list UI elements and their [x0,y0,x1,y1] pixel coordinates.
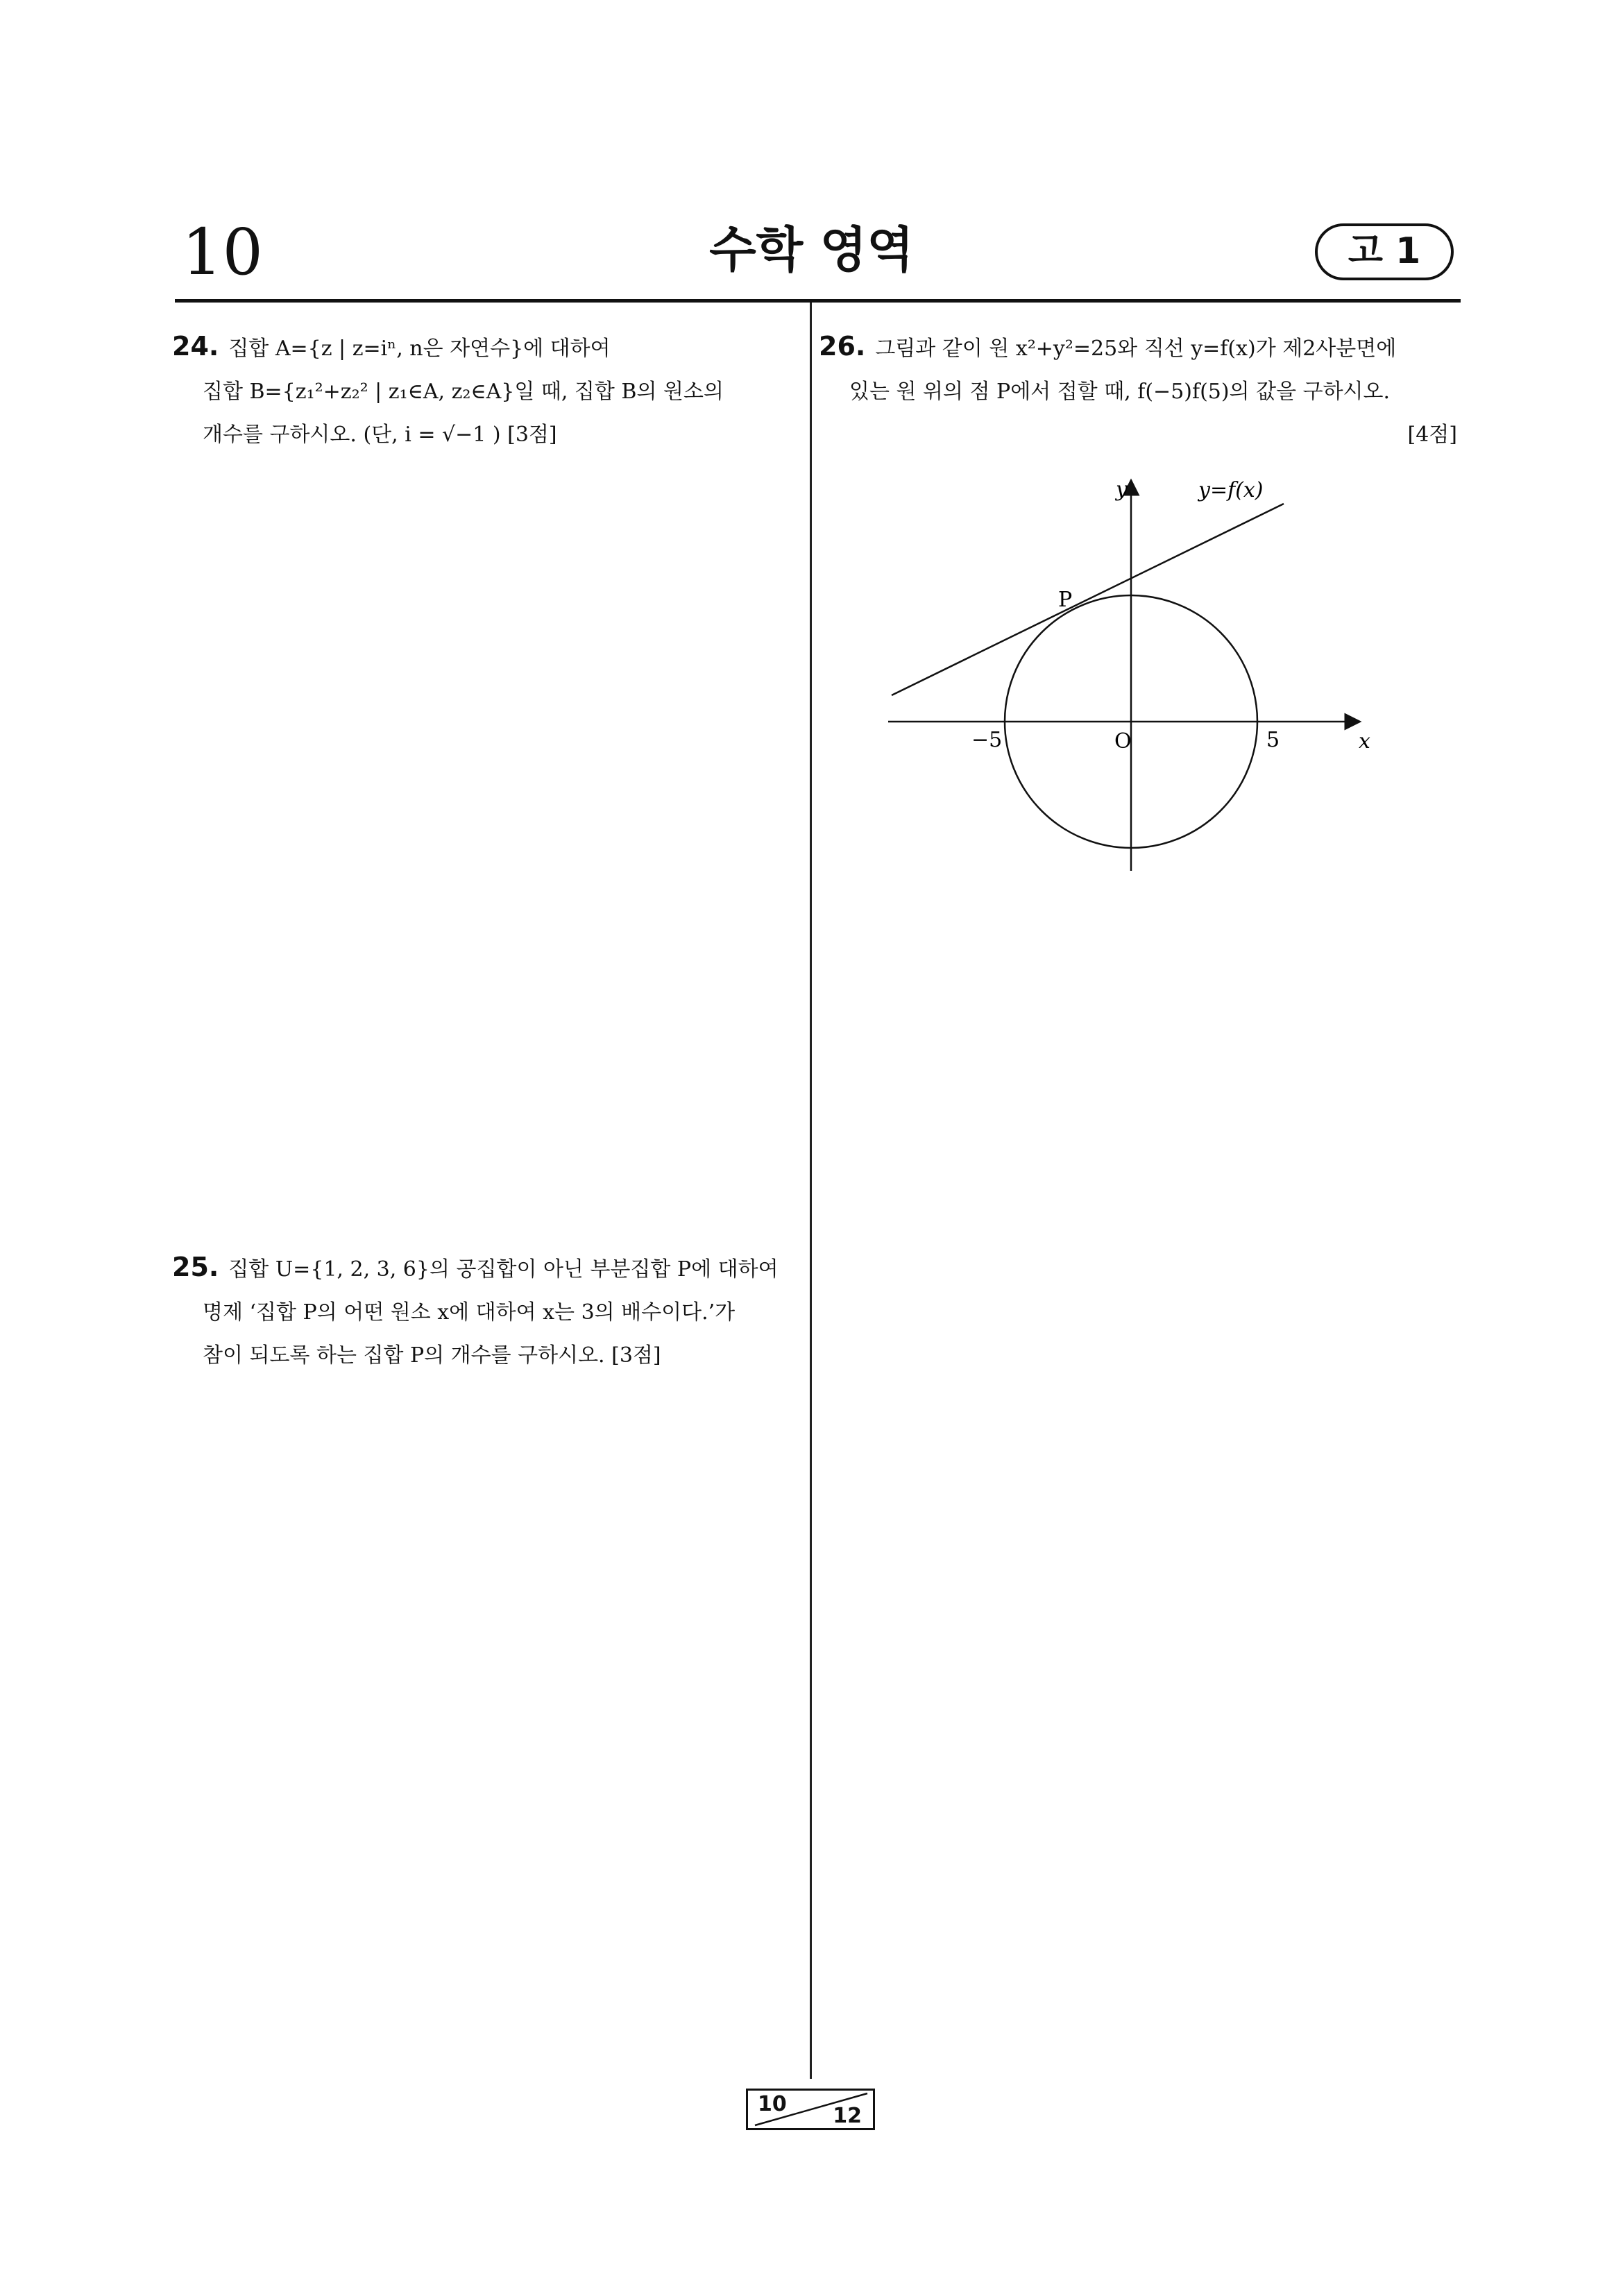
line-label: y=f(x) [1198,478,1264,502]
question-24-line-1: 집합 A={z | z=iⁿ, n은 자연수}에 대하여 [228,337,611,361]
question-26 [819,325,1457,457]
question-25 [172,1245,810,1377]
question-24-line-3: 개수를 구하시오. (단, i = √−1 ) [3점] [203,423,557,447]
question-25-line-2: 명제 ‘집합 P의 어떤 원소 x에 대하여 x는 3의 배수이다.’가 [203,1300,736,1325]
question-26-line-2: 있는 원 위의 점 P에서 접할 때, f(−5)f(5)의 값을 구하시오. [849,380,1391,404]
current-page: 10 [758,2092,787,2116]
question-24 [172,325,810,457]
question-24-number: 24. [172,331,219,362]
page-indicator [746,2089,875,2130]
question-26-number: 26. [819,331,866,362]
subject-title: 수학 영역 [709,221,914,278]
circle-tangent-figure [888,472,1388,888]
tick-pos-five: 5 [1266,728,1280,752]
point-p-label: P [1058,588,1073,612]
question-25-number: 25. [172,1252,219,1282]
grade-badge: 고 1 [1315,223,1454,280]
question-24-line-2: 집합 B={z₁²+z₂² | z₁∈A, z₂∈A}일 때, 집합 B의 원소의 [203,380,724,404]
question-25-line-1: 집합 U={1, 2, 3, 6}의 공집합이 아닌 부분집합 P에 대하여 [228,1257,779,1282]
column-divider [810,303,812,2079]
total-pages: 12 [833,2104,862,2128]
y-axis-label: y [1116,477,1128,502]
question-26-points: [4점] [1407,423,1457,447]
question-26-line-1: 그림과 같이 원 x²+y²=25와 직선 y=f(x)가 제2사분면에 [875,337,1397,361]
x-axis-label: x [1359,729,1370,754]
page-number: 10 [182,215,264,289]
origin-label: O [1114,729,1132,754]
tick-neg-five: −5 [971,728,1003,752]
tangent-line [892,504,1284,695]
header-rule [175,299,1461,303]
question-25-line-3: 참이 되도록 하는 집합 P의 개수를 구하시오. [3점] [203,1343,661,1368]
